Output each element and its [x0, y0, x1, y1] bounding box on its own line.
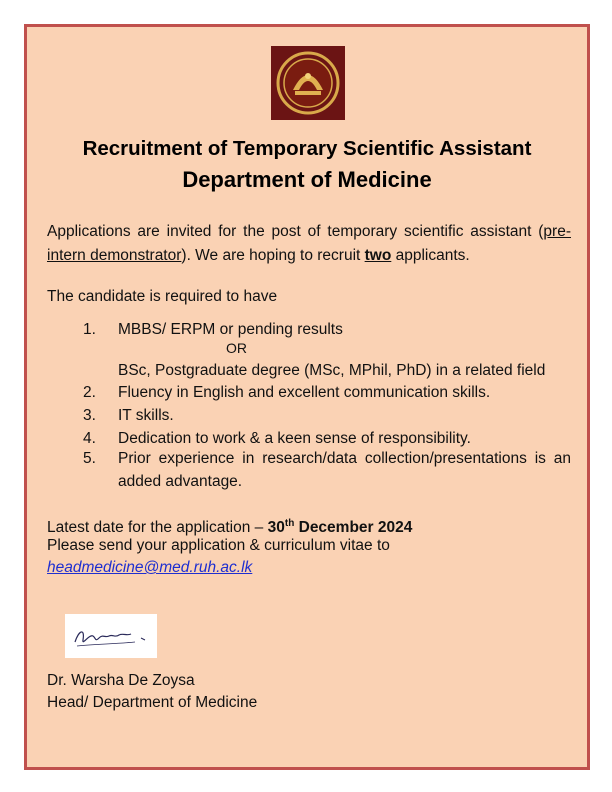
or-separator: OR: [226, 340, 247, 356]
list-item-number: 5.: [83, 450, 96, 467]
email-link[interactable]: headmedicine@med.ruh.ac.lk: [47, 559, 253, 576]
signatory-name: Dr. Warsha De Zoysa: [47, 672, 195, 689]
list-item-text: BSc, Postgraduate degree (MSc, MPhil, PhD) in a related field: [118, 362, 546, 379]
intro-role: pre-intern demonstrator: [47, 223, 571, 264]
notice-frame: [24, 24, 590, 770]
department-title: Department of Medicine: [182, 167, 432, 192]
list-item-text: MBBS/ ERPM or pending results: [118, 321, 343, 338]
intro-text-1: Applications are invited for the post of temporary scientific assistant (: [47, 223, 544, 240]
university-crest-icon: [271, 46, 345, 120]
intro-text-3: applicants.: [391, 247, 470, 264]
intro-count: two: [364, 247, 392, 264]
list-item-text: IT skills.: [118, 407, 174, 424]
list-item-number: 4.: [83, 430, 96, 447]
list-item-text: Dedication to work & a keen sense of responsibility.: [118, 430, 471, 447]
list-item-text: Prior experience in research/data collection/presentations is an added advantage.: [118, 450, 571, 490]
signature-image: [65, 614, 157, 658]
list-item-text: Fluency in English and excellent communication skills.: [118, 384, 491, 401]
deadline-date: 30th December 2024: [267, 518, 413, 537]
notice-title: Recruitment of Temporary Scientific Assistant: [82, 137, 532, 160]
requirements-heading: The candidate is required to have: [47, 288, 278, 305]
signatory-title: Head/ Department of Medicine: [47, 694, 258, 711]
intro-text-2: ). We are hoping to recruit: [181, 247, 365, 264]
list-item-number: 1.: [83, 321, 96, 338]
list-item-number: 3.: [83, 407, 96, 424]
deadline-label: Latest date for the application –: [47, 519, 268, 537]
intro-paragraph: [47, 220, 571, 268]
send-instruction: Please send your application & curriculum vitae to: [47, 537, 390, 554]
list-item-number: 2.: [83, 384, 96, 401]
